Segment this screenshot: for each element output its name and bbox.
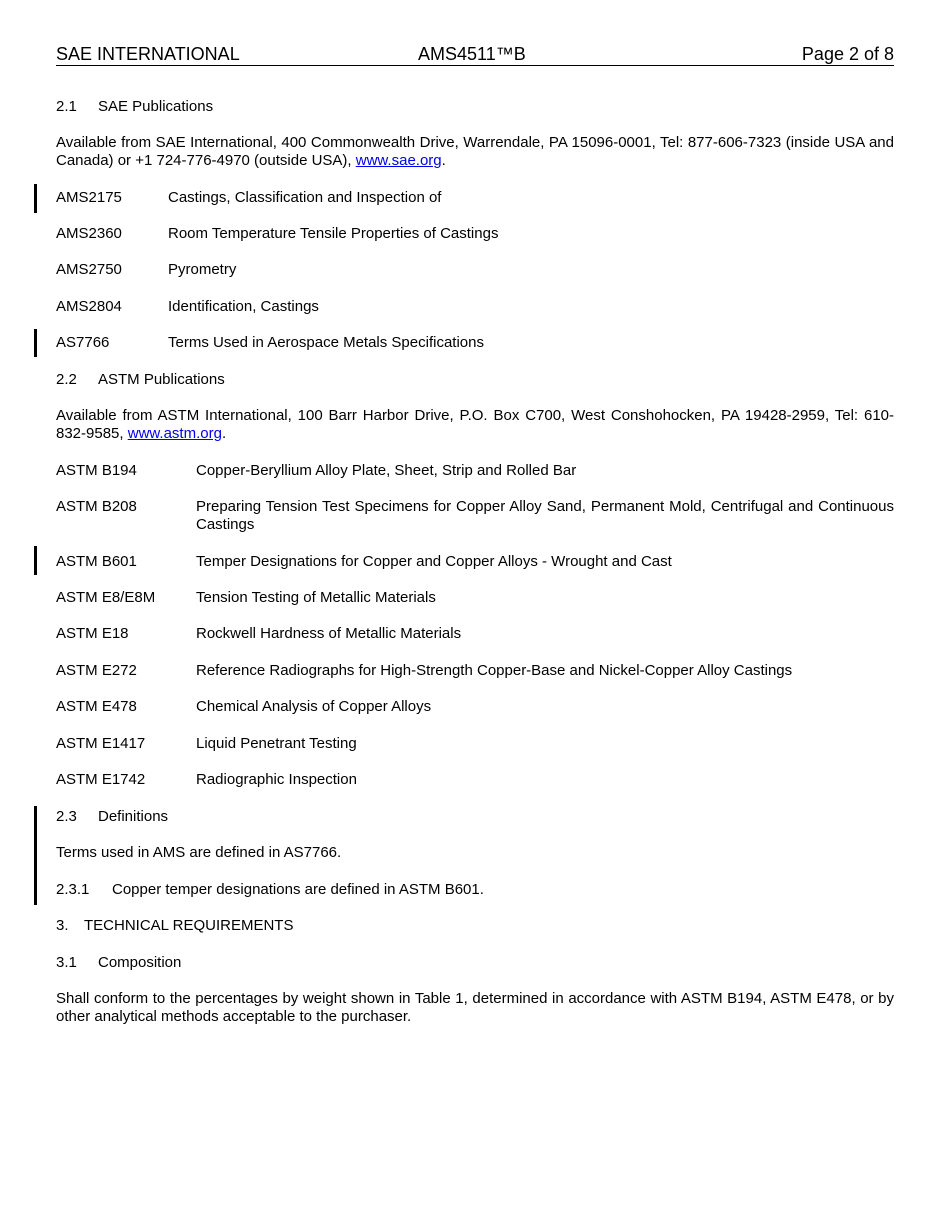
reference-title: Radiographic Inspection (196, 771, 357, 788)
reference-title: Rockwell Hardness of Metallic Materials (196, 625, 462, 642)
change-bar (34, 184, 37, 213)
reference-code: ASTM E18 (56, 625, 129, 642)
reference-title: Preparing Tension Test Specimens for Copper Alloy Sand, Permanent Mold, Centrifugal and Continuous Castings (196, 498, 894, 533)
section-title: Composition (98, 954, 182, 971)
subsection-number: 2.3.1 (56, 881, 90, 898)
reference-code: ASTM E1417 (56, 735, 146, 752)
astm-availability-paragraph (56, 407, 894, 443)
section-title: TECHNICAL REQUIREMENTS (84, 917, 294, 934)
reference-code: ASTM B208 (56, 498, 137, 515)
definitions-paragraph: Terms used in AMS are defined in AS7766. (56, 844, 342, 861)
reference-title: Tension Testing of Metallic Materials (196, 589, 436, 606)
section-number: 2.2 (56, 371, 77, 388)
header-publisher: SAE INTERNATIONAL (56, 44, 240, 64)
reference-code: ASTM E478 (56, 698, 137, 715)
reference-title: Pyrometry (168, 261, 237, 278)
reference-title: Chemical Analysis of Copper Alloys (196, 698, 432, 715)
reference-title: Temper Designations for Copper and Copper Alloys - Wrought and Cast (196, 553, 672, 570)
reference-code: AMS2175 (56, 189, 122, 206)
section-number: 2.1 (56, 98, 77, 115)
availability-text: Available from ASTM International, 100 Barr Harbor Drive, P.O. Box C700, West Conshohocken, PA 19428-2959, Tel: 610-832-9585, (56, 407, 894, 442)
reference-code: ASTM B194 (56, 462, 137, 479)
subsection-text: Copper temper designations are defined in ASTM B601. (112, 881, 484, 898)
header-doc-number: AMS4511™B (418, 44, 526, 64)
reference-title: Reference Radiographs for High-Strength Copper-Base and Nickel-Copper Alloy Castings (196, 662, 793, 679)
change-bar (34, 329, 37, 357)
astm-link[interactable]: www.astm.org (127, 425, 222, 442)
section-title: ASTM Publications (98, 371, 225, 388)
reference-code: AS7766 (56, 334, 110, 351)
reference-code: ASTM E8/E8M (56, 589, 156, 606)
availability-text: Available from SAE International, 400 Commonwealth Drive, Warrendale, PA 15096-0001, Tel: 877-606-7323 (inside USA and Canada) or +1 724-776-4970 (outside USA), (56, 134, 894, 169)
change-bar (34, 806, 37, 905)
section-number: 3. (56, 917, 69, 934)
section-number: 3.1 (56, 954, 77, 971)
section-title: SAE Publications (98, 98, 214, 115)
reference-title: Liquid Penetrant Testing (196, 735, 357, 752)
period: . (221, 425, 227, 442)
reference-title: Castings, Classification and Inspection of (168, 189, 442, 206)
composition-paragraph: Shall conform to the percentages by weight shown in Table 1, determined in accordance with ASTM B194, ASTM E478, or by other analytical methods acceptable to the purchaser. (56, 990, 894, 1025)
reference-title: Copper-Beryllium Alloy Plate, Sheet, Strip and Rolled Bar (196, 462, 577, 479)
reference-code: AMS2804 (56, 298, 122, 315)
page-header (56, 43, 894, 66)
reference-code: AMS2360 (56, 225, 122, 242)
header-page-number: Page 2 of 8 (801, 44, 894, 64)
reference-title: Room Temperature Tensile Properties of Castings (168, 225, 499, 242)
section-title: Definitions (98, 808, 169, 825)
section-number: 2.3 (56, 808, 77, 825)
reference-title: Terms Used in Aerospace Metals Specifications (168, 334, 484, 351)
reference-code: ASTM B601 (56, 553, 137, 570)
reference-code: AMS2750 (56, 261, 122, 278)
period: . (441, 152, 446, 169)
change-bar (34, 546, 37, 575)
reference-code: ASTM E272 (56, 662, 137, 679)
reference-code: ASTM E1742 (56, 771, 146, 788)
sae-availability-paragraph (56, 134, 894, 170)
reference-title: Identification, Castings (168, 298, 319, 315)
sae-link[interactable]: www.sae.org (355, 152, 442, 169)
